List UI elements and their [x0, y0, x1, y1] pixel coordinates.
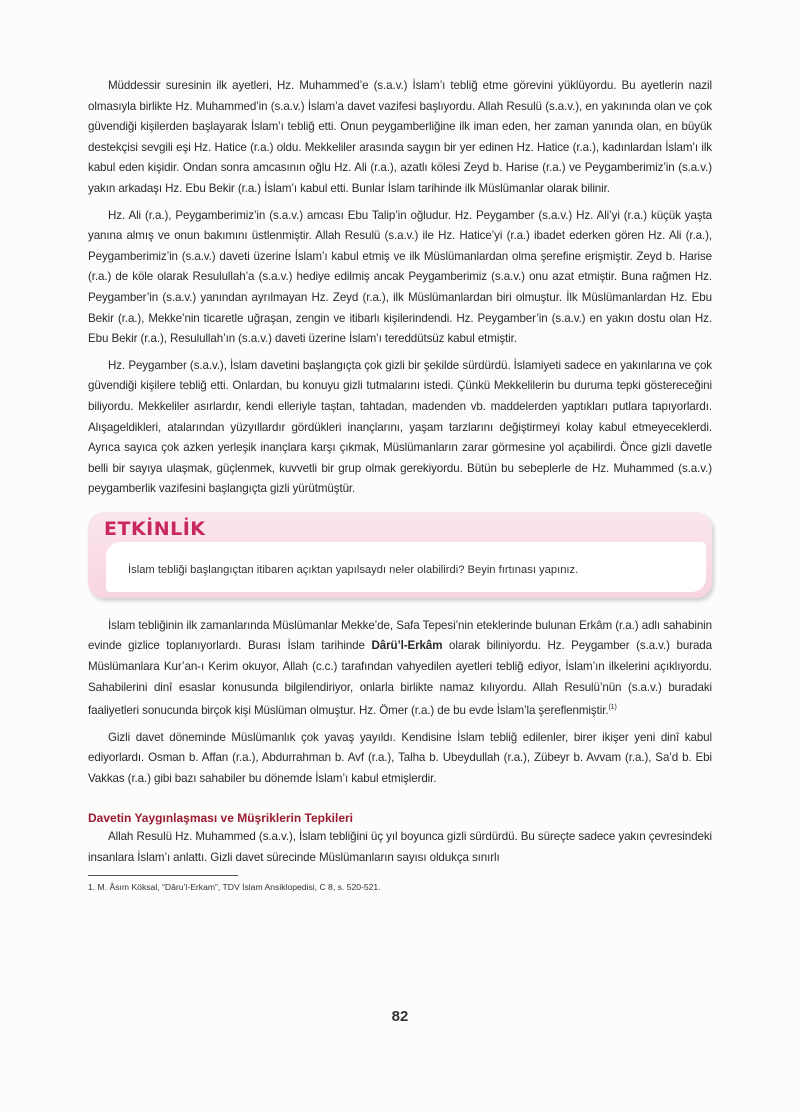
- erkam-text-after: olarak biliniyordu. Hz. Peygamber (s.a.v.) burada Müslümanlara Kur’an-ı Kerim okuyor, Allah (c.c.) tarafından vahyedilen ayetleri tebliğ ediyor, İslam’ın ilkelerini açıklıyordu. Sahabilerini dinî esaslar konusunda bilgilendiriyor, onlarla birlikte namaz kılıyordu. Allah Resulü’nün (s.a.v.) buradaki faaliyetleri sonucunda birçok kişi Müslüman olmuştur. Hz. Ömer (r.a.) de bu evde İslam’la şereflenmiştir.: [88, 639, 712, 718]
- footnote: 1. M. Âsım Köksal, “Dâru’l-Erkam”, TDV İslam Ansiklopedisi, C 8, s. 520-521.: [88, 881, 381, 892]
- etkinlik-box: [88, 512, 712, 602]
- erkam-text-before: İslam tebliğinin ilk zamanlarında Müslümanlar Mekke’de, Safa Tepesi’nin eteklerinde bulunan Erkâm (r.a.) adlı sahabinin evinde gizlice toplanıyorlardı. Burası İslam tarihinde: [88, 618, 712, 653]
- paragraph-hz-ali: Hz. Ali (r.a.), Peygamberimiz’in (s.a.v.) amcası Ebu Talip’in oğludur. Hz. Peygamber (s.a.v.) Hz. Ali’yi (r.a.) küçük yaşta yanına almış ve onun bakımını üstlenmiştir. Allah Resulü (s.a.v.) ile Hz. Hatice’yi (r.a.) ibadet ederken gören Hz. Ali (r.a.), Peygamberimiz’in (s.a.v.) daveti üzerine İslam’ı kabul etmiş ve ilk Müslümanlardan olma şerefine erişmiştir. Zeyd b. Harise (r.a.) de köle olarak Resulullah’a (s.a.v.) hediye edilmiş ancak Peygamberimiz (s.a.v.) onu azat etmiştir. Buna rağmen Hz. Peygamber’in (s.a.v.) yanından ayrılmayan Hz. Zeyd (r.a.), ilk Müslümanlardan biri olmuştur. İlk Müslümanlardan Hz. Ebu Bekir (r.a.), Mekke’nin ticaretle uğraşan, zengin ve itibarlı kişilerindendi. Hz. Peygamber’in (s.a.v.) en yakın dostu olan Hz. Ebu Bekir (r.a.), Resulullah’ın (s.a.v.) daveti üzerine İslam’ı tereddütsüz kabul etmiştir.: [88, 208, 712, 346]
- footnote-ref: (1): [608, 704, 617, 712]
- etkinlik-question: İslam tebliği başlangıçtan itibaren açıktan yapılsaydı neler olabilirdi? Beyin fırtınası yapınız.: [128, 563, 579, 576]
- page-content: [88, 76, 712, 892]
- etkinlik-title: ETKİNLİK: [104, 517, 206, 540]
- paragraph-darul-erkam: [88, 616, 712, 722]
- section-heading: Davetin Yaygınlaşması ve Müşriklerin Tepkileri: [88, 811, 354, 826]
- page-number: 82: [391, 1008, 409, 1025]
- paragraph-muddessir: Müddessir suresinin ilk ayetleri, Hz. Muhammed’e (s.a.v.) İslam’ı tebliğ etme görevini yüklüyordu. Bu ayetlerin nazil olmasıyla birlikte Hz. Muhammed’in (s.a.v.) İslam’a davet vazifesi başlıyordu. Allah Resulü (s.a.v.), en yakınında olan ve çok güvendiği kişilerden başlayarak İslam’ı tebliğ etti. Onun peygamberliğine ilk iman eden, her zaman yanında olan, en büyük destekçisi sevgili eşi Hz. Hatice (r.a.) oldu. Mekkeliler arasında saygın bir yer edinen Hz. Hatice (r.a.), kadınlardan İslam’ı ilk kabul eden kişidir. Ondan sonra amcasının oğlu Hz. Ali (r.a.), azatlı kölesi Zeyd b. Harise (r.a.) ve Peygamberimiz’in (s.a.v.) yakın arkadaşı Hz. Ebu Bekir (r.a.) İslam’ı kabul etti. Bunlar İslam tarihinde ilk Müslümanlar olarak bilinir.: [88, 79, 712, 195]
- paragraph-gizli-donem: Gizli davet döneminde Müslümanlık çok yavaş yayıldı. Kendisine İslam tebliğ edilenler, birer ikişer yeni dinî kabul ediyorlardı. Osman b. Affan (r.a.), Abdurrahman b. Avf (r.a.), Talha b. Ubeydullah (r.a.), Zübeyr b. Avvam (r.a.), Sa’d b. Ebi Vakkas (r.a.) gibi bazı sahabiler bu dönemde İslam’ı kabul etmişlerdir.: [88, 730, 712, 785]
- darul-erkam-term: Dârü’l-Erkâm: [371, 639, 443, 653]
- footnote-divider: [88, 875, 238, 876]
- paragraph-davet-yayginlasmasi: Allah Resulü Hz. Muhammed (s.a.v.), İslam tebliğini üç yıl boyunca gizli sürdürdü. Bu süreçte sadece yakın çevresindeki insanlara İslam’ı anlattı. Gizli davet sürecinde Müslümanların sayısı oldukça sınırlı: [88, 830, 712, 865]
- paragraph-gizli-davet: Hz. Peygamber (s.a.v.), İslam davetini başlangıçta çok gizli bir şekilde sürdürdü. İslamiyeti sadece en yakınlarına ve çok güvendiği kişilere tebliğ etti. Onlardan, bu konuyu gizli tutmalarını istedi. Çünkü Mekkelilerin bu duruma tepki göstereceğini biliyordu. Mekkeliler asırlardır, kendi elleriyle taştan, tahtadan, madenden vb. maddelerden yaptıkları putlara tapıyorlardı. Alışageldikleri, atalarından yüzyıllardır gördükleri inançlarını, yaşam tarzlarını değiştirmeyi kolay kabul etmeyeceklerdi. Ayrıca sayıca çok azken yerleşik inançlara karşı çıkmak, Müslümanların zarar görmesine yol açabilirdi. Önce gizli davetle belli bir sayıya ulaşmak, güçlenmek, kuvvetli bir grup olmak gerekiyordu. Bütün bu sebeplerle de Hz. Muhammed (s.a.v.) peygamberlik vazifesini başlangıçta gizli yürütmüştür.: [88, 358, 712, 496]
